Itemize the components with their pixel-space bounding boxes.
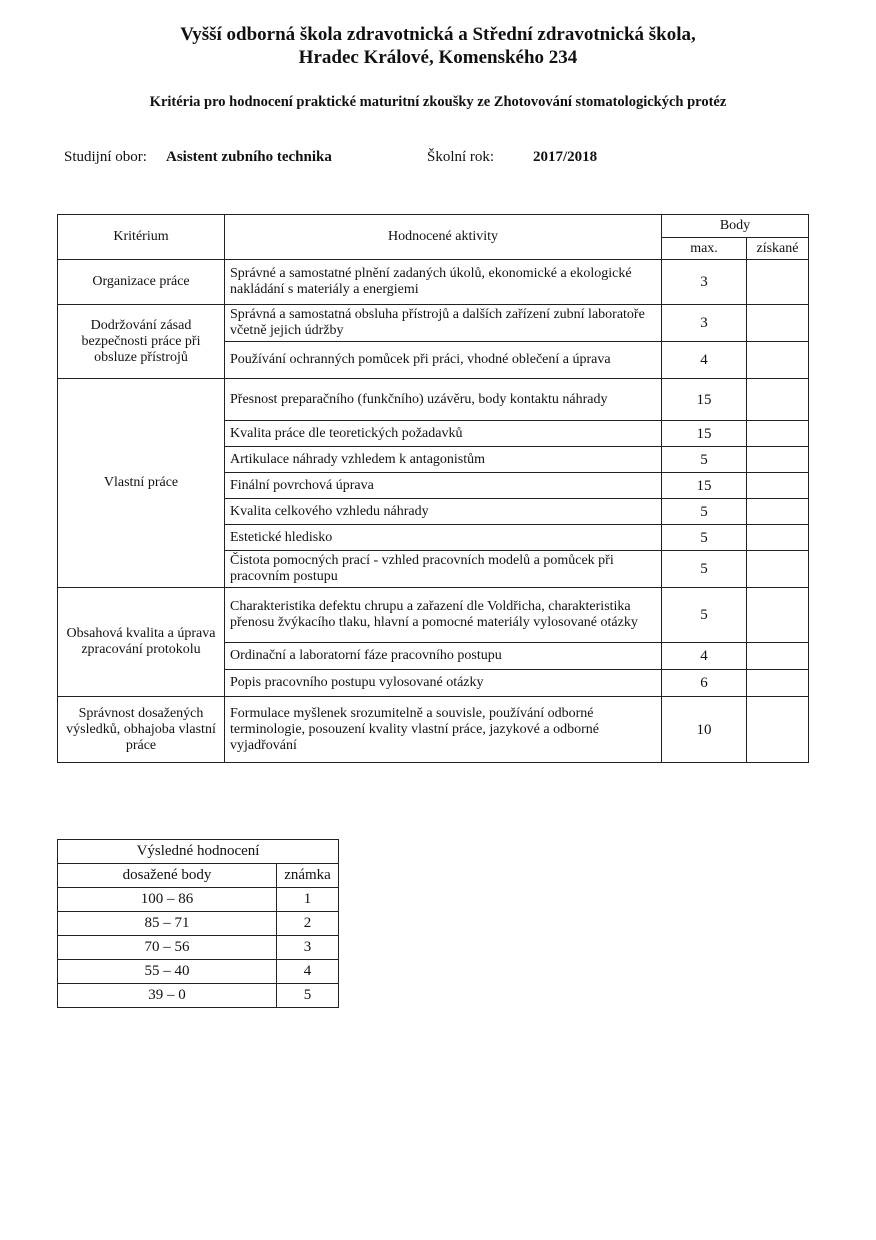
earned-points-cell bbox=[747, 525, 809, 551]
points-range-cell: 100 – 86 bbox=[58, 888, 277, 912]
grade-header-points: dosažené body bbox=[58, 864, 277, 888]
criteria-row bbox=[58, 697, 809, 763]
max-points-cell: 3 bbox=[662, 260, 747, 305]
max-points-cell: 5 bbox=[662, 551, 747, 588]
earned-points-cell bbox=[747, 551, 809, 588]
grade-header-grade: známka bbox=[277, 864, 339, 888]
activity-cell: Používání ochranných pomůcek při práci, vhodné oblečení a úprava bbox=[225, 342, 662, 379]
criteria-table bbox=[57, 214, 809, 763]
earned-points-cell bbox=[747, 697, 809, 763]
max-points-cell: 3 bbox=[662, 305, 747, 342]
max-points-cell: 4 bbox=[662, 643, 747, 670]
criterion-cell: Organizace práce bbox=[58, 260, 225, 305]
field-value: Asistent zubního technika bbox=[166, 149, 332, 165]
grade-header-row bbox=[58, 864, 339, 888]
criterion-cell: Dodržování zásad bezpečnosti práce při obsluze přístrojů bbox=[58, 305, 225, 379]
criteria-row bbox=[58, 588, 809, 643]
earned-points-cell bbox=[747, 588, 809, 643]
earned-points-cell bbox=[747, 447, 809, 473]
earned-points-cell bbox=[747, 473, 809, 499]
activity-cell: Estetické hledisko bbox=[225, 525, 662, 551]
max-points-cell: 5 bbox=[662, 447, 747, 473]
grade-row bbox=[58, 936, 339, 960]
school-name-line2: Hradec Králové, Komenského 234 bbox=[298, 47, 578, 68]
header-earned: získané bbox=[747, 238, 809, 260]
criteria-row bbox=[58, 260, 809, 305]
criterion-cell: Správnost dosažených výsledků, obhajoba vlastní práce bbox=[58, 697, 225, 763]
grade-row bbox=[58, 912, 339, 936]
grade-table bbox=[57, 839, 339, 1008]
earned-points-cell bbox=[747, 342, 809, 379]
activity-cell: Ordinační a laboratorní fáze pracovního postupu bbox=[225, 643, 662, 670]
school-name-line1: Vyšší odborná škola zdravotnická a Střední zdravotnická škola, bbox=[180, 24, 696, 45]
earned-points-cell bbox=[747, 379, 809, 421]
activity-cell: Popis pracovního postupu vylosované otázky bbox=[225, 670, 662, 697]
grade-cell: 2 bbox=[277, 912, 339, 936]
grade-row bbox=[58, 960, 339, 984]
max-points-cell: 15 bbox=[662, 421, 747, 447]
grade-cell: 1 bbox=[277, 888, 339, 912]
header-max: max. bbox=[662, 238, 747, 260]
activity-cell: Čistota pomocných prací - vzhled pracovních modelů a pomůcek při pracovním postupu bbox=[225, 551, 662, 588]
activity-cell: Finální povrchová úprava bbox=[225, 473, 662, 499]
field-label: Studijní obor: bbox=[64, 149, 147, 165]
grade-cell: 3 bbox=[277, 936, 339, 960]
header-criterion: Kritérium bbox=[58, 215, 225, 260]
header-points: Body bbox=[662, 215, 809, 238]
school-year-value: 2017/2018 bbox=[533, 149, 598, 165]
points-range-cell: 70 – 56 bbox=[58, 936, 277, 960]
school-year-label: Školní rok: bbox=[427, 149, 495, 165]
activity-cell: Kvalita práce dle teoretických požadavků bbox=[225, 421, 662, 447]
criteria-row bbox=[58, 379, 809, 421]
max-points-cell: 4 bbox=[662, 342, 747, 379]
earned-points-cell bbox=[747, 305, 809, 342]
max-points-cell: 6 bbox=[662, 670, 747, 697]
activity-cell: Správná a samostatná obsluha přístrojů a dalších zařízení zubní laboratoře včetně jejich údržby bbox=[225, 305, 662, 342]
max-points-cell: 5 bbox=[662, 499, 747, 525]
grade-title-row bbox=[58, 840, 339, 864]
grade-cell: 5 bbox=[277, 984, 339, 1008]
criterion-cell: Obsahová kvalita a úprava zpracování protokolu bbox=[58, 588, 225, 697]
earned-points-cell bbox=[747, 499, 809, 525]
activity-cell: Správné a samostatné plnění zadaných úkolů, ekonomické a ekologické nakládání s materiály a energiemi bbox=[225, 260, 662, 305]
activity-cell: Formulace myšlenek srozumitelně a souvisle, používání odborné terminologie, posouzení kvality vlastní práce, jazykové a odborné vyjadřování bbox=[225, 697, 662, 763]
activity-cell: Kvalita celkového vzhledu náhrady bbox=[225, 499, 662, 525]
earned-points-cell bbox=[747, 260, 809, 305]
criterion-cell: Vlastní práce bbox=[58, 379, 225, 588]
points-range-cell: 85 – 71 bbox=[58, 912, 277, 936]
max-points-cell: 10 bbox=[662, 697, 747, 763]
earned-points-cell bbox=[747, 643, 809, 670]
document-subtitle: Kritéria pro hodnocení praktické maturitní zkoušky ze Zhotovování stomatologických protéz bbox=[149, 94, 727, 110]
activity-cell: Artikulace náhrady vzhledem k antagonistům bbox=[225, 447, 662, 473]
criteria-header-row bbox=[58, 215, 809, 238]
earned-points-cell bbox=[747, 670, 809, 697]
grade-row bbox=[58, 984, 339, 1008]
points-range-cell: 39 – 0 bbox=[58, 984, 277, 1008]
grade-table-title: Výsledné hodnocení bbox=[58, 840, 339, 864]
grade-row bbox=[58, 888, 339, 912]
activity-cell: Charakteristika defektu chrupu a zařazení dle Voldřicha, charakteristika přenosu žvýkacího tlaku, hlavní a pomocné materiály vylosované otázky bbox=[225, 588, 662, 643]
max-points-cell: 5 bbox=[662, 588, 747, 643]
criteria-row bbox=[58, 305, 809, 342]
max-points-cell: 15 bbox=[662, 473, 747, 499]
header-activities: Hodnocené aktivity bbox=[225, 215, 662, 260]
activity-cell: Přesnost preparačního (funkčního) uzávěru, body kontaktu náhrady bbox=[225, 379, 662, 421]
max-points-cell: 5 bbox=[662, 525, 747, 551]
earned-points-cell bbox=[747, 421, 809, 447]
points-range-cell: 55 – 40 bbox=[58, 960, 277, 984]
grade-cell: 4 bbox=[277, 960, 339, 984]
max-points-cell: 15 bbox=[662, 379, 747, 421]
